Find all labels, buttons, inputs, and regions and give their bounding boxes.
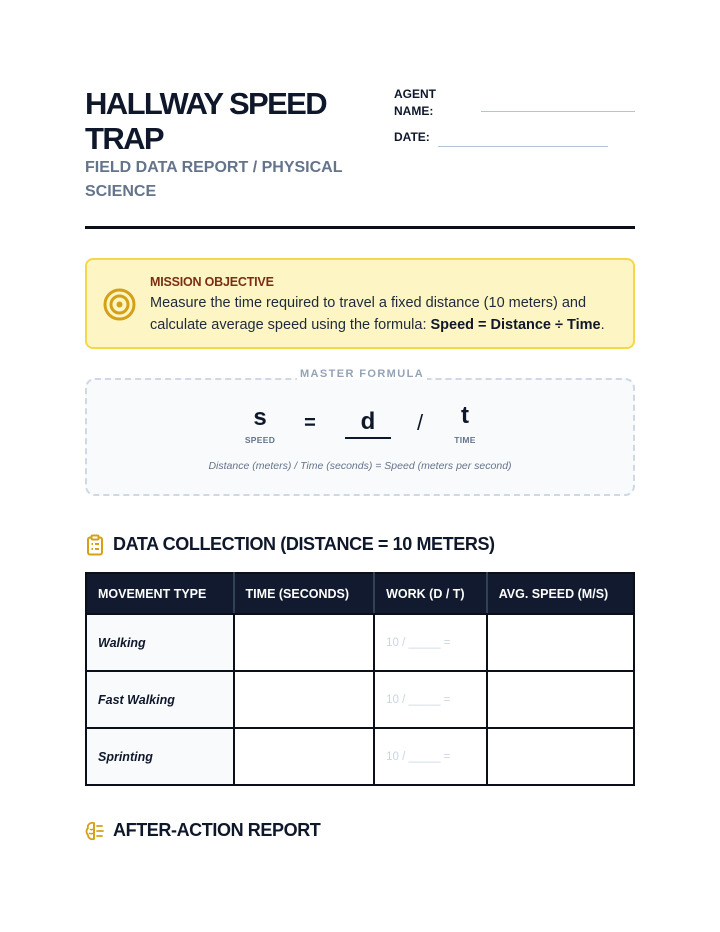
formula-tag: MASTER FORMULA [297, 368, 427, 380]
work-cell[interactable]: 10 / _____ = [374, 614, 487, 671]
table-row [86, 728, 634, 785]
column-header: TIME (SECONDS) [234, 573, 375, 614]
formula-speed-caption: SPEED [244, 435, 276, 445]
objective-formula: Speed = Distance ÷ Time [430, 317, 601, 333]
agent-name-label: AGENT NAME: [394, 87, 436, 118]
time-input-cell[interactable] [234, 671, 375, 728]
speed-input-cell[interactable] [487, 671, 634, 728]
data-collection-title: DATA COLLECTION (DISTANCE = 10 METERS) [113, 534, 495, 554]
data-collection-heading [85, 532, 635, 558]
time-input-cell[interactable] [234, 728, 375, 785]
table-row [86, 614, 634, 671]
agent-name-field[interactable] [481, 111, 635, 112]
formula-note: Distance (meters) / Time (seconds) = Speed (meters per second) [208, 460, 512, 472]
page-subtitle: FIELD DATA REPORT / PHYSICAL SCIENCE [85, 159, 343, 200]
formula-distance-symbol: d [345, 408, 391, 439]
movement-type-cell: Sprinting [86, 728, 234, 785]
data-table [85, 572, 635, 786]
objective-text: Measure the time required to travel a fixed distance (10 meters) and calculate average speed using the formula: Speed = Distance ÷ Time. [150, 295, 605, 333]
formula-equals: = [304, 412, 316, 434]
column-header: MOVEMENT TYPE [86, 573, 234, 614]
objective-heading: MISSION OBJECTIVE [150, 275, 274, 289]
work-cell[interactable]: 10 / _____ = [374, 728, 487, 785]
brain-icon [85, 820, 105, 842]
header-divider [85, 226, 635, 229]
movement-type-cell: Fast Walking [86, 671, 234, 728]
formula-speed-symbol: s [253, 404, 267, 431]
column-header: WORK (D / T) [374, 573, 487, 614]
table-header-row [86, 573, 634, 614]
report-header [85, 86, 635, 206]
master-formula-box [85, 368, 635, 496]
time-input-cell[interactable] [234, 614, 375, 671]
work-cell[interactable]: 10 / _____ = [374, 671, 487, 728]
formula-time-symbol: t [461, 402, 469, 429]
movement-type-cell: Walking [86, 614, 234, 671]
target-icon [103, 288, 136, 321]
table-row [86, 671, 634, 728]
date-label: DATE: [394, 130, 430, 144]
clipboard-icon [85, 534, 105, 556]
after-action-heading [85, 818, 635, 844]
page-title: HALLWAY SPEED TRAP [85, 86, 327, 156]
speed-input-cell[interactable] [487, 614, 634, 671]
formula-time-caption: TIME [454, 435, 476, 445]
column-header: AVG. SPEED (M/S) [487, 573, 634, 614]
date-field[interactable] [438, 146, 608, 147]
formula-divide: / [416, 410, 424, 435]
mission-objective-box [85, 258, 635, 349]
after-action-title: AFTER-ACTION REPORT [113, 820, 321, 840]
speed-input-cell[interactable] [487, 728, 634, 785]
